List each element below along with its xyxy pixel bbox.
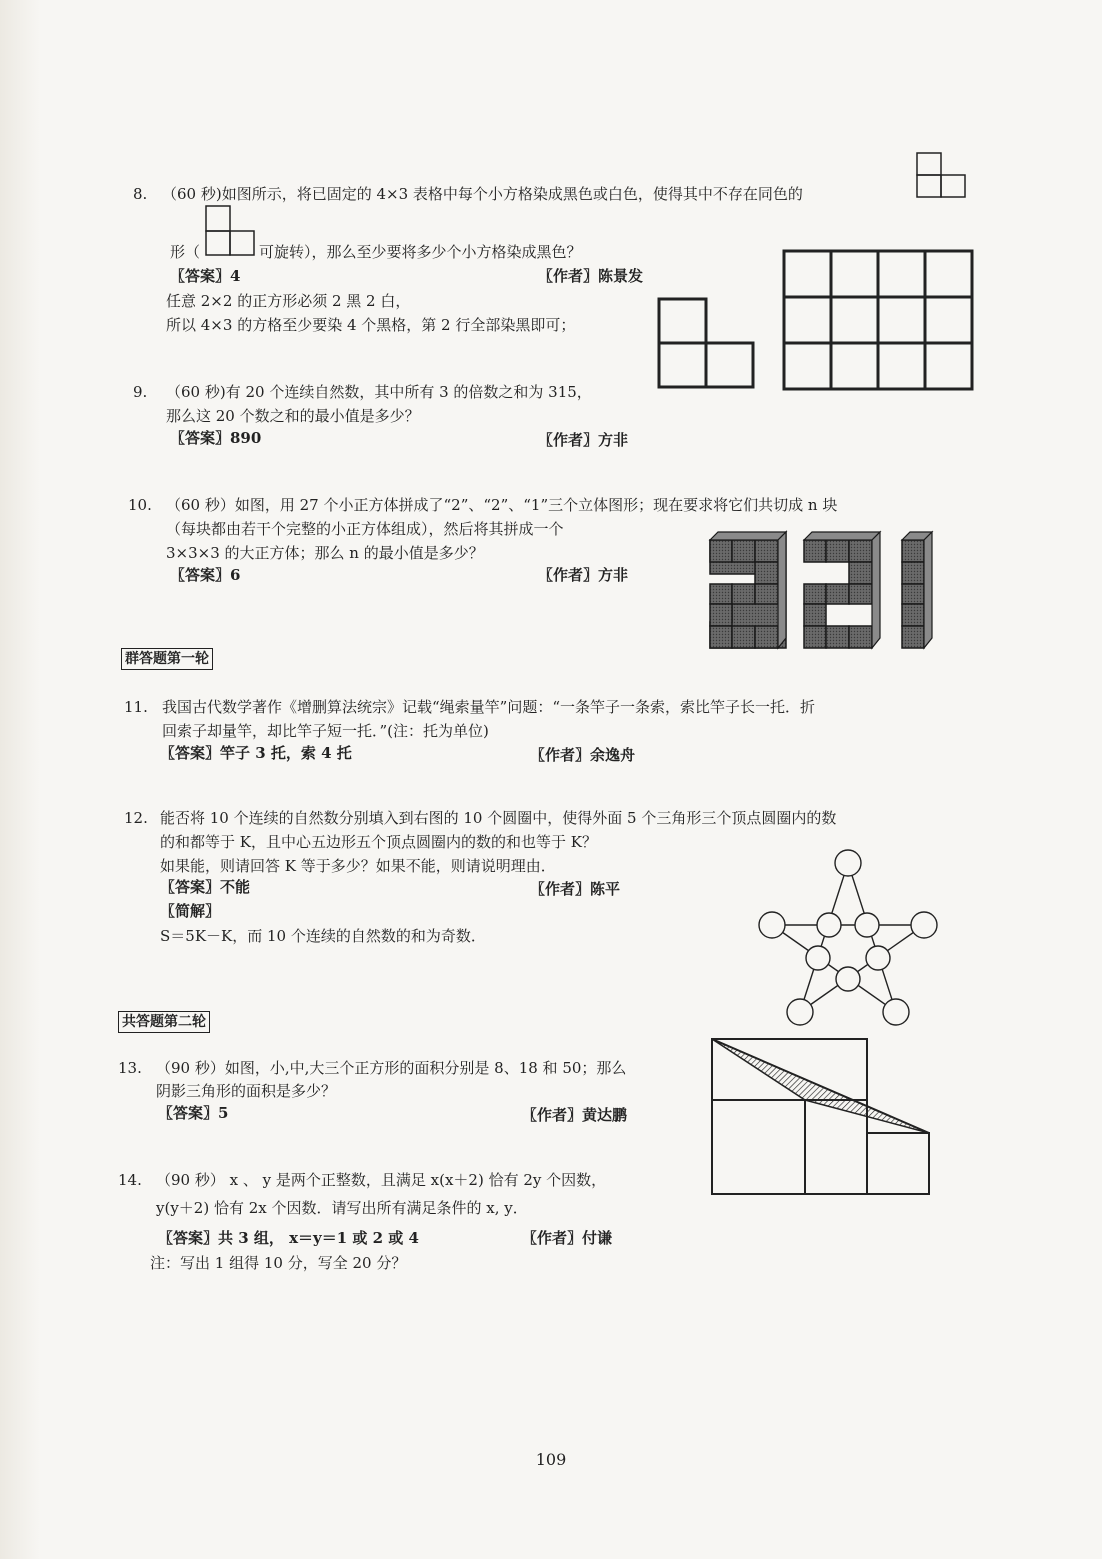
q9-number: 9. [133,383,148,401]
q12-line1: 能否将 10 个连续的自然数分别填入到右图的 10 个圆圈中，使得外面 5 个三角形三个顶点圆圈内的数 [160,809,837,827]
q8-answer: 〖答案〗4 [170,267,241,285]
q12-line2: 的和都等于 K，且中心五边形五个顶点圆圈内的数的和也等于 K？ [160,833,597,851]
q8-author: 〖作者〗陈景发 [538,267,644,285]
q11-number: 11. [124,698,148,716]
q9-author: 〖作者〗方非 [538,431,629,449]
q12-author: 〖作者〗陈平 [530,880,621,898]
q13-number: 13. [118,1059,142,1077]
q14-author: 〖作者〗付谦 [522,1229,613,1247]
q14-line2: y(y＋2) 恰有 2x 个因数．请写出所有满足条件的 x, y． [156,1199,528,1217]
q10-line2: （每块都由若干个完整的小正方体组成），然后将其拼成一个 [166,520,564,538]
page-number: 109 [535,1450,567,1469]
q13-author: 〖作者〗黄达鹏 [522,1106,628,1124]
q10-answer: 〖答案〗6 [170,566,241,584]
cubes-221-figure [706,522,946,652]
q8-solution-2: 所以 4×3 的方格至少要染 4 个黑格，第 2 行全部染黑即可； [166,316,576,334]
q10-line1: （60 秒）如图，用 27 个小正方体拼成了“2”、“2”、“1”三个立体图形；现在要求将它们共切成 n 块 [166,496,838,514]
q14-note: 注：写出 1 组得 10 分，写全 20 分？ [150,1254,407,1272]
q11-answer: 〖答案〗竿子 3 托，索 4 托 [160,744,352,762]
section-heading-1: 群答题第一轮 [121,648,213,670]
q12-brief-label: 〖简解〗 [160,902,221,920]
q12-answer: 〖答案〗不能 [160,878,251,896]
q13-line1: （90 秒）如图，小,中,大三个正方形的面积分别是 8、18 和 50；那么 [156,1059,627,1077]
l-shape-figure [657,297,757,389]
section-heading-2: 共答题第二轮 [118,1011,210,1033]
q8-solution-1: 任意 2×2 的正方形必须 2 黑 2 白， [166,292,411,310]
q9-answer: 〖答案〗890 [170,429,262,447]
grid-4x3-figure [782,249,974,391]
q13-answer: 〖答案〗5 [158,1104,229,1122]
q12-number: 12. [124,809,148,827]
q8-number: 8. [133,185,148,203]
q12-line3: 如果能，则请回答 K 等于多少？如果不能，则请说明理由． [160,857,556,875]
q14-number: 14. [118,1171,142,1189]
q11-author: 〖作者〗余逸舟 [530,746,636,764]
q10-line3: 3×3×3 的大正方体；那么 n 的最小值是多少？ [166,544,484,562]
q8-line2a: 形（ [170,243,201,261]
q11-line1: 我国古代数学著作《增删算法统宗》记载“绳索量竿”问题：“一条竿子一条索，索比竿子长一托．折 [162,698,816,716]
q13-line2: 阴影三角形的面积是多少？ [156,1082,337,1100]
three-squares-figure [710,1037,932,1197]
l-tromino-icon-1 [916,152,968,198]
q12-solution: S＝5K－K，而 10 个连续的自然数的和为奇数． [160,927,486,945]
scan-edge [0,0,40,1559]
q14-line1: （90 秒） x 、 y 是两个正整数，且满足 x(x＋2) 恰有 2y 个因数， [156,1171,607,1189]
q9-line1: （60 秒)有 20 个连续自然数，其中所有 3 的倍数之和为 315， [166,383,592,401]
q10-number: 10. [128,496,152,514]
l-tromino-icon-2 [205,205,257,257]
q14-answer: 〖答案〗共 3 组， x＝y＝1 或 2 或 4 [158,1229,419,1247]
q9-line2: 那么这 20 个数之和的最小值是多少？ [166,407,420,425]
q10-author: 〖作者〗方非 [538,566,629,584]
q8-line1: （60 秒)如图所示，将已固定的 4×3 表格中每个小方格染成黑色或白色，使得其中不存在同色的 [162,185,803,203]
q8-line2b: 可旋转），那么至少要将多少个小方格染成黑色？ [259,243,582,261]
pentagram-circles-figure [752,848,952,1028]
q11-line2: 回索子却量竿，却比竿子短一托．”(注：托为单位) [162,722,489,740]
